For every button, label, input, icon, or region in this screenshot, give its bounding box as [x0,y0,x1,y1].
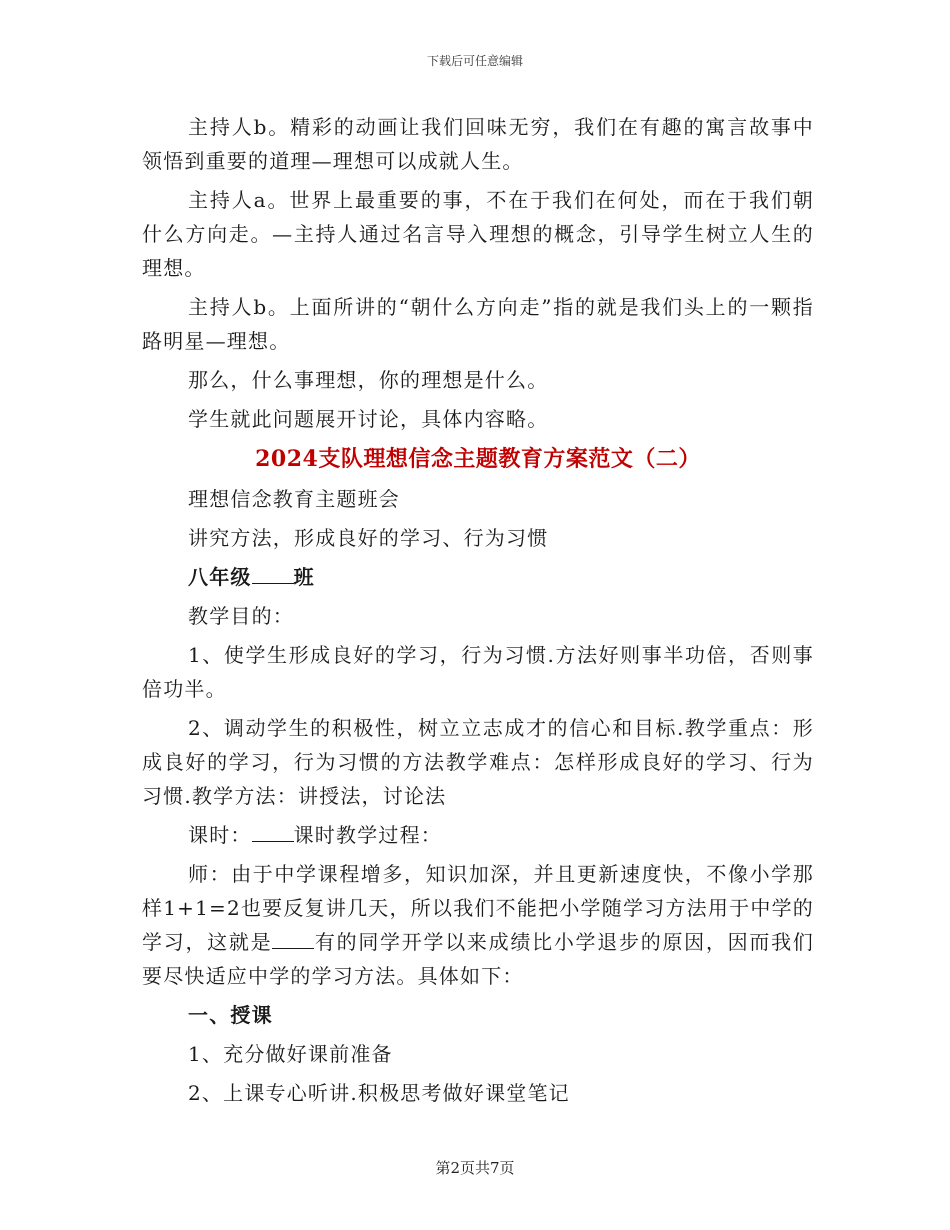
heading-teaching: 一、授课 [188,1003,273,1027]
paragraph-host-b-1: 主持人b。精彩的动画让我们回味无穷，我们在有趣的寓言故事中领悟到重要的道理—理想可以成就人生。 [142,115,814,173]
grade-blank [252,565,294,584]
paragraph-question: 那么，什么事理想，你的理想是什么。 [188,368,549,392]
lesson-prefix: 课时： [188,823,252,847]
paragraph-host-b-2: 主持人b。上面所讲的“朝什么方向走”指的就是我们头上的一颗指路明星—理想。 [142,295,814,353]
page-header: 下载后可任意编辑 [426,54,523,68]
list-item-2: 2、上课专心听讲.积极思考做好课堂笔记 [188,1081,570,1105]
paragraph-lesson [142,818,814,852]
teacher-text-before: 师：由于中学课程增多，知识加深，并且更新速度快，不像小学那样1+1=2也要反复讲几天，所以我们不能把小学随学习方法用于中学的学习，这就是 [142,862,814,954]
page-footer: 第2页共7页 [435,1159,515,1177]
paragraph-discussion: 学生就此问题展开讨论，具体内容略。 [188,407,549,431]
list-item-1: 1、充分做好课前准备 [188,1042,393,1066]
section-title: 2024支队理想信念主题教育方案范文（二） [255,446,701,472]
paragraph-teacher [142,857,814,993]
paragraph-grade [142,560,814,594]
document-body [142,110,814,1115]
teacher-text-after: 有的同学开学以来成绩比小学退步的原因，因而我们要尽快适应中学的学习方法。具体如下： [142,930,814,988]
paragraph-host-a: 主持人a。世界上最重要的事，不在于我们在何处，而在于我们朝什么方向走。—主持人通过名言导入理想的概念，引导学生树立人生的理想。 [142,188,814,280]
grade-prefix: 八年级 [188,565,252,589]
grade-suffix: 班 [293,565,315,589]
teacher-blank [272,930,314,949]
lesson-suffix: 课时教学过程： [293,823,443,847]
lesson-blank [252,823,294,842]
paragraph-goal-heading: 教学目的： [188,604,294,628]
paragraph-goal-1: 1、使学生形成良好的学习，行为习惯.方法好则事半功倍，否则事倍功半。 [142,643,814,701]
paragraph-theme: 理想信念教育主题班会 [188,487,400,511]
paragraph-goal-2: 2、调动学生的积极性，树立立志成才的信心和目标.教学重点：形成良好的学习，行为习惯的方法教学难点：怎样形成良好的学习、行为习惯.教学方法：讲授法，讨论法 [142,716,814,808]
paragraph-method: 讲究方法，形成良好的学习、行为习惯 [188,526,549,550]
